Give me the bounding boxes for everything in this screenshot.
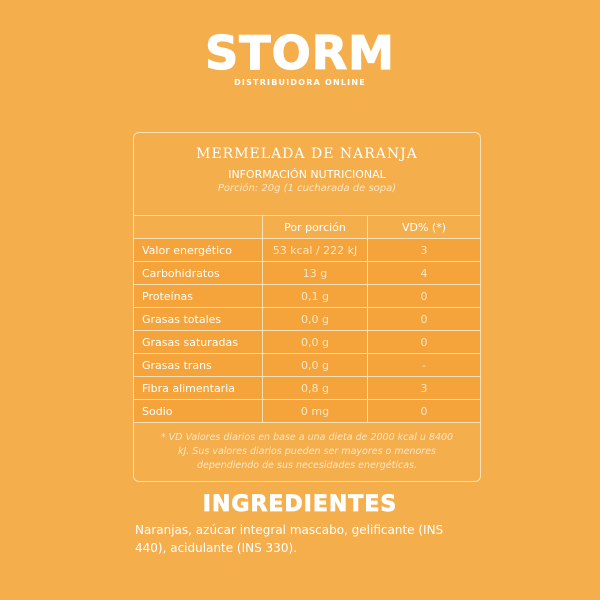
table-row — [134, 308, 480, 331]
row-value: 0,1 g — [263, 285, 368, 308]
row-name: Sodio — [134, 400, 263, 423]
row-vd: 3 — [368, 239, 481, 262]
row-vd: 3 — [368, 377, 481, 400]
row-name: Proteínas — [134, 285, 263, 308]
row-vd: 4 — [368, 262, 481, 285]
table-row — [134, 239, 480, 262]
header-per-portion: Por porción — [263, 216, 368, 239]
brand-subtitle: DISTRIBUIDORA ONLINE — [234, 78, 366, 87]
product-title: MERMELADA DE NARANJA — [196, 146, 418, 162]
row-value: 13 g — [263, 262, 368, 285]
row-value: 0,8 g — [263, 377, 368, 400]
row-value: 0,0 g — [263, 354, 368, 377]
nutrition-panel — [133, 132, 481, 482]
table-row — [134, 400, 480, 423]
table-row — [134, 285, 480, 308]
portion-size: Porción: 20g (1 cucharada de sopa) — [217, 183, 397, 194]
panel-header — [134, 133, 480, 215]
row-value: 0 mg — [263, 400, 368, 423]
table-row — [134, 377, 480, 400]
row-vd: 0 — [368, 308, 481, 331]
row-vd: 0 — [368, 331, 481, 354]
section-title: INFORMACIÓN NUTRICIONAL — [228, 168, 386, 181]
row-vd: 0 — [368, 400, 481, 423]
header-vd: VD% (*) — [368, 216, 481, 239]
nutrition-table — [134, 215, 480, 423]
row-vd: 0 — [368, 285, 481, 308]
ingredients-title: INGREDIENTES — [202, 492, 398, 517]
row-vd: - — [368, 354, 481, 377]
header-empty — [134, 216, 263, 239]
row-value: 0,0 g — [263, 331, 368, 354]
row-name: Fibra alimentaria — [134, 377, 263, 400]
footnote: * VD Valores diarios en base a una dieta de 2000 kcal u 8400 kJ. Sus valores diarios pueden ser mayores o menores dependiendo de sus necesidades energéticas. — [160, 432, 454, 471]
table-header-row — [134, 216, 480, 239]
row-name: Valor energético — [134, 239, 263, 262]
row-name: Grasas saturadas — [134, 331, 263, 354]
row-name: Grasas trans — [134, 354, 263, 377]
table-row — [134, 354, 480, 377]
brand-logo — [0, 26, 600, 87]
row-value: 0,0 g — [263, 308, 368, 331]
row-name: Grasas totales — [134, 308, 263, 331]
table-row — [134, 262, 480, 285]
ingredients-text: Naranjas, azúcar integral mascabo, gelificante (INS 440), acidulante (INS 330). — [135, 523, 444, 555]
row-name: Carbohidratos — [134, 262, 263, 285]
brand-name: STORM — [205, 26, 395, 80]
row-value: 53 kcal / 222 kJ — [263, 239, 368, 262]
table-row — [134, 331, 480, 354]
